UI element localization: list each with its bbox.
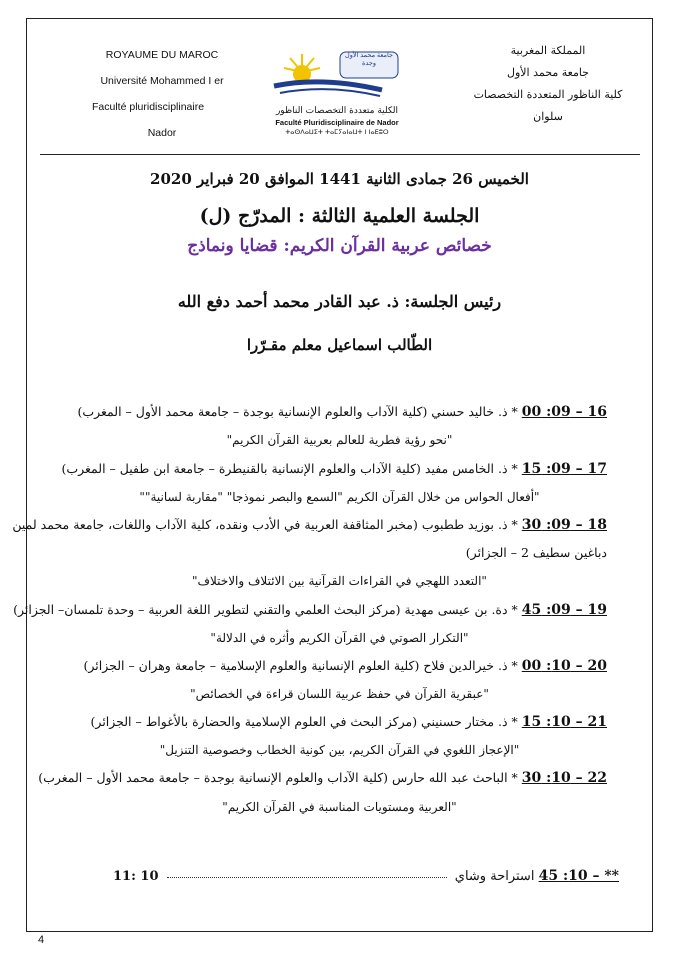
- talk-speaker: * ذ. بوزيد ططبوب (مخبر المثاقفة العربية في الأدب ونقده، كلية الآداب واللغات، جامعة محمد لمين: [12, 517, 518, 532]
- session-title: الجلسة العلمية الثالثة : المدرّج (ل): [199, 205, 480, 227]
- talk-title: "عبقرية القرآن في حفظ عربية اللسان قراءة في الخصائص": [190, 687, 489, 701]
- talk-row: [61, 461, 607, 477]
- talk-time: 20 – 10: 00: [521, 658, 607, 674]
- header-right-arabic: [463, 40, 633, 128]
- talk-time: 22 – 10: 30: [521, 770, 607, 786]
- talk-speaker: * الباحث عبد الله حارس (كلية الآداب والعلوم الإنسانية بوجدة – جامعة محمد الأول – المغرب): [38, 770, 518, 785]
- session-rapporteur: الطّالب اسماعيل معلم مقـرّرا: [246, 336, 433, 354]
- talk-row: [38, 770, 607, 786]
- talk-row: [77, 404, 607, 420]
- header-left-french: [62, 42, 262, 146]
- talk-time: 19 – 09: 45: [521, 602, 607, 618]
- talk-speaker: * ذ. خاليد حسني (كلية الآداب والعلوم الإنسانية بوجدة – جامعة محمد الأول – المغرب): [77, 404, 518, 419]
- talk-speaker: * دة. بن عيسى مهدية (مركز البحث العلمي والتقني لتطوير اللغة العربية – وحدة تلمسان– الجزائر): [13, 602, 518, 617]
- header-right-line: المملكة المغربية: [510, 44, 586, 57]
- talk-row: [13, 602, 607, 618]
- header-left-line: Nador: [147, 127, 177, 139]
- talk-row: [12, 517, 607, 533]
- talk-title: "التعدد اللهجي في القراءات القرآنية بين الائتلاف والاختلاف": [192, 574, 487, 588]
- logo-badge-text: جامعة محمد الأول وجدة: [345, 52, 393, 67]
- talk-speaker: * ذ. خيرالدين فلاح (كلية العلوم الإنسانية والعلوم الإسلامية – جامعة وهران – الجزائر): [83, 658, 518, 673]
- logo-french-name: Faculté Pluridisciplinaire de Nador: [275, 118, 399, 127]
- talk-row: [88, 714, 607, 730]
- talk-title: "الإعجاز اللغوي في القرآن الكريم، بين كونية الخطاب وخصوصية التنزيل": [159, 743, 520, 757]
- header-right-line: جامعة محمد الأول: [506, 66, 589, 79]
- break-time: ** – 10: 45: [538, 868, 619, 884]
- session-theme: خصائص عربية القرآن الكريم: قضايا ونماذج: [187, 236, 492, 256]
- break-row: [72, 868, 619, 884]
- talk-speaker: * ذ. الخامس مفيد (كلية الآداب والعلوم الإنسانية بالقنيطرة – جامعة ابن طفيل – المغرب): [61, 461, 518, 476]
- talk-time: 21 – 10: 15: [521, 714, 607, 730]
- talk-row: [83, 658, 607, 674]
- faculty-logo: [262, 46, 412, 142]
- talk-title: "نحو رؤية فطرية للعالم بعربية القرآن الكريم": [226, 433, 453, 447]
- dotted-leader: [167, 877, 447, 878]
- break-label: استراحة وشاي: [454, 869, 535, 884]
- logo-arabic-name: الكلية متعددة التخصصات الناظور: [275, 106, 399, 116]
- logo-tifinagh-name: ⵜⴰⵙⴷⴰⵡⵉⵜ ⵜⴰⵎⵢⴰⵏⴰⵡⵜ ⵏ ⵏⴰⴹⵓⵔ: [285, 128, 389, 136]
- header-left-line: Université Mohammed I er: [100, 75, 224, 87]
- talk-time: 16 – 09: 00: [521, 404, 607, 420]
- talk-title: "العربية ومستويات المناسبة في القرآن الكريم": [222, 800, 457, 814]
- break-end-time: 10 :11: [112, 869, 159, 884]
- session-chair: رئيس الجلسة: ذ. عبد القادر محمد أحمد دفع الله: [177, 292, 502, 311]
- header-divider: [40, 154, 640, 155]
- header-left-line: ROYAUME DU MAROC: [105, 49, 219, 61]
- talk-speaker: * ذ. مختار حسنيني (مركز البحث في العلوم الإسلامية والحضارة بالأغواط – الجزائر): [90, 714, 518, 729]
- talk-title: "أفعال الحواس من خلال القرآن الكريم "السمع والبصر نموذجا" "مقاربة لسانية"": [139, 490, 540, 504]
- talk-time: 17 – 09: 15: [521, 461, 607, 477]
- header-left-line: Faculté pluridisciplinaire: [92, 101, 205, 113]
- talk-time: 18 – 09: 30: [521, 517, 607, 533]
- page-number: 4: [38, 934, 45, 946]
- talk-title: "التكرار الصوتي في القرآن الكريم وأثره في الدلالة": [210, 631, 469, 645]
- session-date: الخميس 26 جمادى الثانية 1441 الموافق 20 فبراير 2020: [150, 170, 529, 188]
- header-right-line: كلية الناظور المتعددة التخصصات: [473, 88, 623, 101]
- header-right-line: سلوان: [533, 110, 563, 123]
- talk-speaker-continued: دباغين سطيف 2 – الجزائر): [465, 545, 607, 560]
